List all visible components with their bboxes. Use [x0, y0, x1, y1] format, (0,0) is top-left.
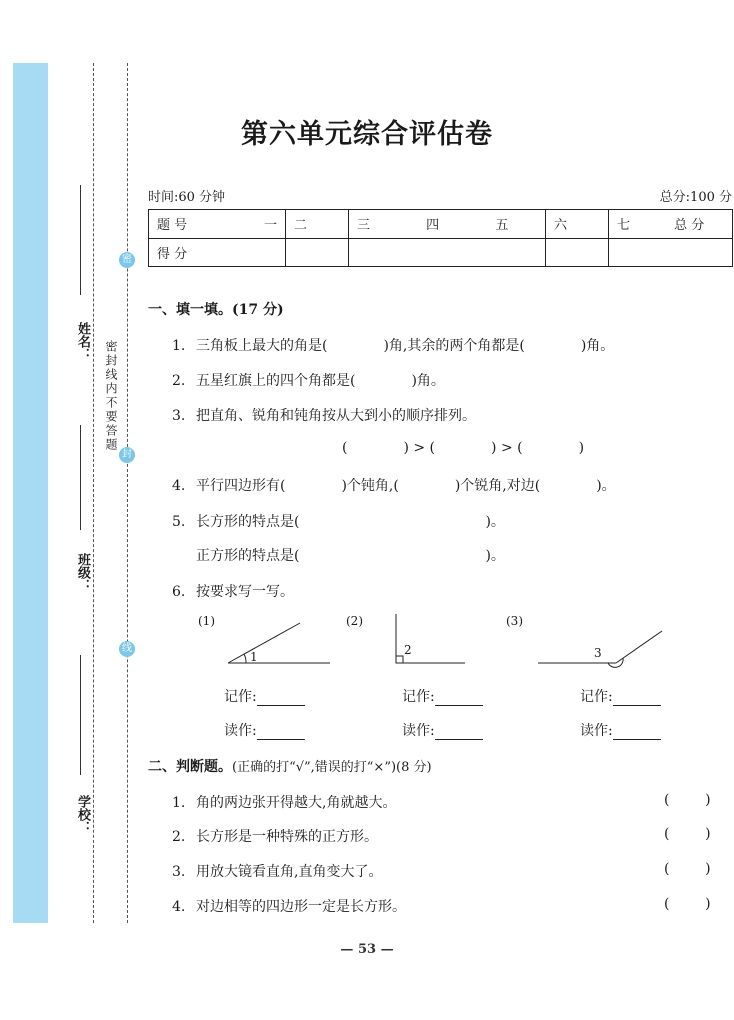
question-number: 3. [172, 408, 186, 424]
judge-item-4 [172, 896, 406, 916]
score-header-col7-total [609, 210, 733, 239]
read-label: 读作: [580, 723, 613, 739]
question-number: 1. [172, 795, 186, 811]
question-3-order-line [342, 440, 584, 456]
question-text: )。 [485, 548, 505, 564]
question-text: )角。 [411, 373, 445, 389]
question-6 [172, 581, 294, 601]
question-text: 长方形是一种特殊的正方形。 [196, 829, 378, 845]
question-text: )个锐角,对边( [454, 478, 541, 494]
score-header-col345 [349, 210, 546, 239]
judge-answer-3[interactable]: ( ) [664, 861, 711, 877]
name-label: 姓名： [75, 322, 90, 361]
question-3 [172, 405, 476, 425]
question-text: 长方形的特点是( [196, 514, 300, 530]
score-header-label: 题 号 [157, 218, 188, 234]
order-paren: ) > ( [403, 440, 436, 456]
page-title: 第六单元综合评估卷 [241, 119, 493, 150]
score-cell[interactable] [609, 238, 733, 267]
read-answer-line[interactable] [435, 725, 483, 740]
school-line [80, 655, 81, 775]
question-5b [196, 545, 505, 565]
angle-3-label: 3 [594, 646, 602, 660]
question-text: )。 [485, 514, 505, 530]
question-text: )。 [596, 478, 616, 494]
figure-1-tag: (1) [198, 614, 215, 628]
section2-heading [148, 756, 432, 776]
question-5 [172, 511, 505, 531]
question-number: 1. [172, 338, 186, 354]
figure-1-write [224, 686, 305, 706]
question-text: 正方形的特点是( [196, 548, 300, 564]
seal-mark-feng: 封 [119, 447, 135, 463]
write-answer-line[interactable] [435, 691, 483, 706]
score-table-header-cell [149, 210, 286, 239]
figure-3-tag: (3) [506, 614, 523, 628]
angle-2-figure [390, 610, 470, 670]
score-header-total: 总 分 [674, 218, 705, 234]
question-text: 对边相等的四边形一定是长方形。 [196, 899, 406, 915]
figure-2-write [402, 686, 483, 706]
angle-2-label: 2 [404, 643, 412, 657]
section2-title: 二、判断题。 [148, 759, 232, 775]
question-4 [172, 475, 616, 495]
score-header-col3: 三 [357, 218, 371, 234]
right-angle-mark [396, 656, 403, 663]
order-paren: ( [342, 440, 348, 456]
score-table [148, 209, 733, 267]
judge-answer-2[interactable]: ( ) [664, 826, 711, 842]
score-cell[interactable] [286, 238, 349, 267]
read-answer-line[interactable] [257, 725, 305, 740]
question-text: )角,其余的两个角都是( [383, 338, 525, 354]
write-label: 记作: [402, 689, 435, 705]
angle-1-figure [220, 615, 340, 673]
judge-item-3 [172, 861, 382, 881]
score-header-col4: 四 [426, 218, 440, 234]
score-header-col7: 七 [617, 218, 631, 234]
score-header-col2: 二 [286, 210, 349, 239]
order-paren: ) > ( [491, 440, 523, 456]
question-text: 三角板上最大的角是( [196, 338, 328, 354]
page-number: — 53 — [340, 942, 394, 957]
figure-2-read [402, 720, 483, 740]
read-answer-line[interactable] [613, 725, 661, 740]
question-number: 5. [172, 514, 186, 530]
binding-margin-bar [13, 63, 48, 923]
question-text: 平行四边形有( [196, 478, 286, 494]
class-line [80, 425, 81, 530]
write-answer-line[interactable] [613, 691, 661, 706]
question-number: 6. [172, 584, 186, 600]
seal-mark-xian: 线 [119, 641, 135, 657]
read-label: 读作: [224, 723, 257, 739]
section2-note: (正确的打“√”,错误的打“×”)(8 分) [232, 760, 432, 775]
score-cell[interactable] [349, 238, 546, 267]
seal-instruction: 密封线内不要答题 [104, 340, 118, 452]
question-text: )个钝角,( [341, 478, 399, 494]
score-row-label: 得 分 [149, 238, 286, 267]
seal-mark-mi: 密 [119, 252, 135, 268]
write-label: 记作: [580, 689, 613, 705]
question-number: 4. [172, 478, 186, 494]
read-label: 读作: [402, 723, 435, 739]
score-header-col5: 五 [495, 218, 509, 234]
question-text: 按要求写一写。 [196, 584, 294, 600]
angle-1-label: 1 [250, 650, 258, 664]
time-limit: 时间:60 分钟 [148, 190, 226, 205]
judge-item-2 [172, 826, 378, 846]
seal-dashed-line-inner [93, 63, 94, 923]
question-text: 用放大镜看直角,直角变大了。 [196, 864, 383, 880]
judge-item-1 [172, 792, 396, 812]
order-paren: ) [578, 440, 585, 456]
score-header-col1: 一 [263, 218, 277, 234]
question-number: 3. [172, 864, 186, 880]
write-label: 记作: [224, 689, 257, 705]
question-text: 角的两边张开得越大,角就越大。 [196, 795, 397, 811]
score-cell[interactable] [546, 238, 609, 267]
figure-3-read [580, 720, 661, 740]
question-1 [172, 335, 614, 355]
question-number: 2. [172, 373, 186, 389]
judge-answer-1[interactable]: ( ) [664, 792, 711, 808]
angle-1-arc [244, 654, 246, 663]
figure-2-tag: (2) [346, 614, 363, 628]
seal-dashed-line-outer [127, 63, 128, 923]
class-label: 班级： [75, 553, 90, 592]
question-text: )角。 [580, 338, 615, 354]
angle-1-ray-slanted [228, 623, 300, 663]
question-number: 4. [172, 899, 186, 915]
question-number: 2. [172, 829, 186, 845]
figure-1-read [224, 720, 305, 740]
school-label: 学校： [75, 795, 90, 834]
judge-answer-4[interactable]: ( ) [664, 896, 711, 912]
question-2 [172, 370, 445, 390]
section1-heading: 一、填一填。(17 分) [148, 302, 284, 318]
question-text: 把直角、锐角和钝角按从大到小的顺序排列。 [196, 408, 476, 424]
question-text: 五星红旗上的四个角都是( [196, 373, 356, 389]
score-header-col6: 六 [546, 210, 609, 239]
name-line [80, 185, 81, 295]
angle-3-figure [532, 625, 672, 670]
figure-3-write [580, 686, 661, 706]
write-answer-line[interactable] [257, 691, 305, 706]
total-score: 总分:100 分 [659, 190, 732, 205]
